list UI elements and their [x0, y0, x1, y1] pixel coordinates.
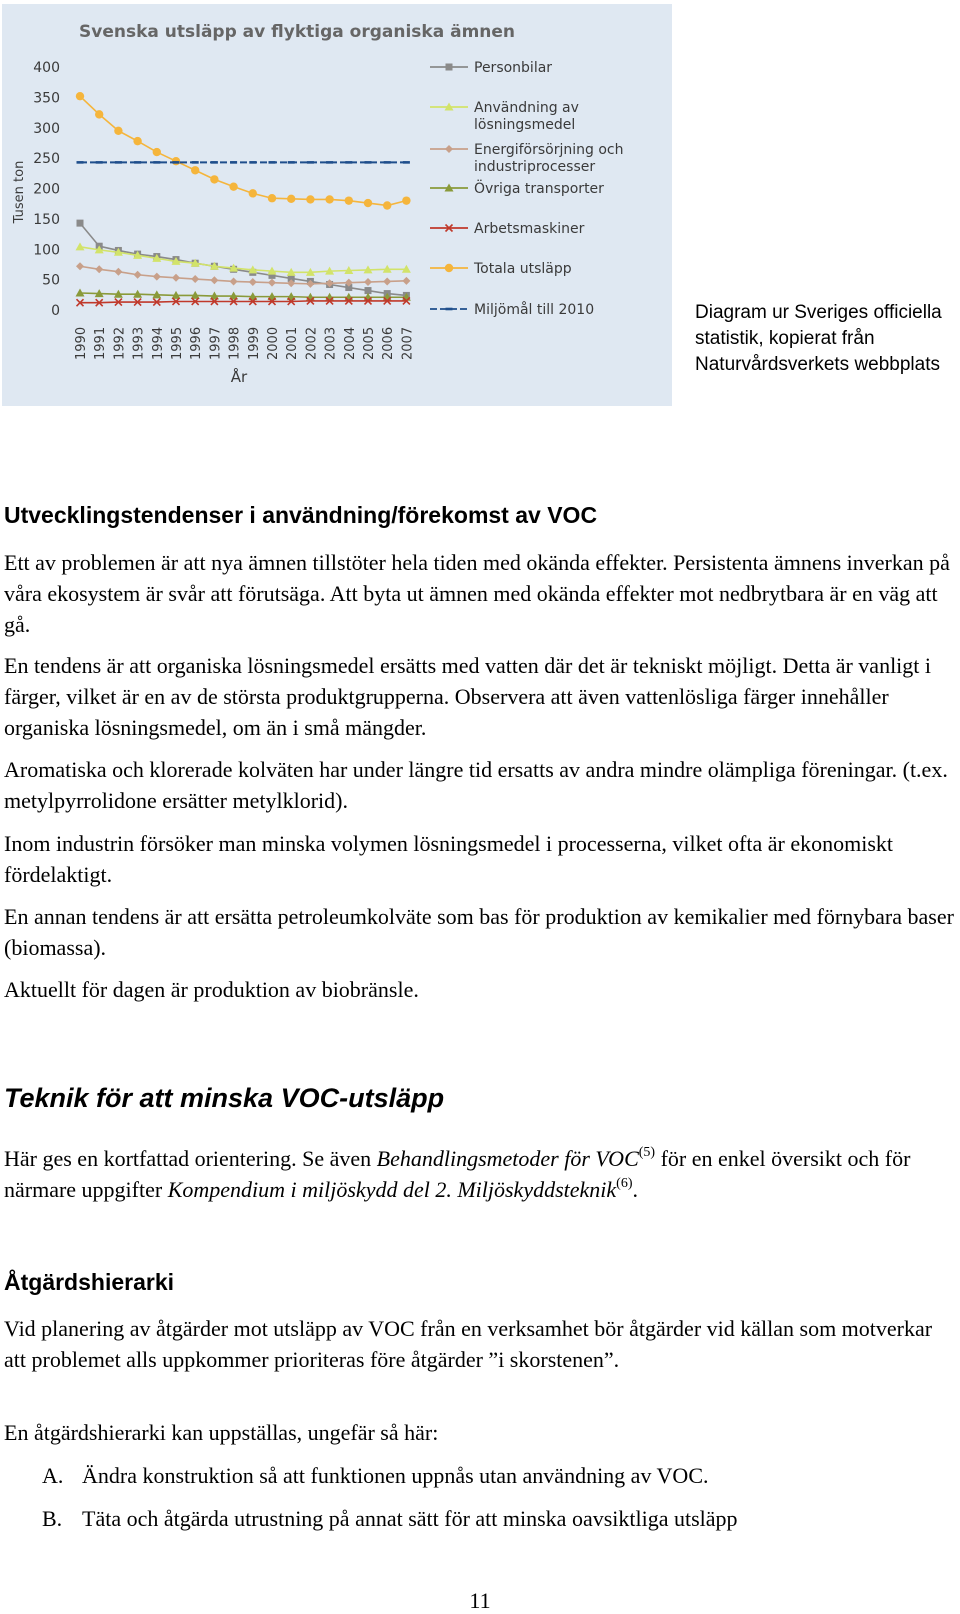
- reference-kompendium: Kompendium i miljöskydd del 2. Miljöskyddsteknik: [167, 1177, 617, 1202]
- chart-svg: [2, 4, 672, 406]
- data-point: [345, 161, 352, 164]
- x-tick-label: 2005: [362, 326, 377, 360]
- data-point: [287, 195, 295, 203]
- data-point: [325, 195, 333, 203]
- data-point: [134, 161, 141, 164]
- data-point: [95, 265, 103, 273]
- data-point: [402, 196, 410, 204]
- legend-label: Övriga transporter: [474, 181, 604, 197]
- list-item-text: Ändra konstruktion så att funktionen uppnås utan användning av VOC.: [82, 1463, 709, 1488]
- legend-swatch-marker: [445, 264, 453, 272]
- data-point: [365, 161, 372, 164]
- data-point: [210, 175, 218, 183]
- x-tick-label: 2003: [323, 326, 339, 360]
- series-line-6: [80, 96, 406, 205]
- x-tick-label: 2004: [342, 326, 358, 360]
- legend-label: Miljömål till 2010: [474, 302, 595, 318]
- data-point: [384, 161, 391, 164]
- data-point: [268, 194, 276, 202]
- list-item: [42, 1503, 942, 1534]
- legend-label: Arbetsmaskiner: [474, 221, 585, 237]
- data-point: [153, 148, 161, 156]
- series-line-4: [80, 293, 406, 297]
- x-tick-label: 2002: [304, 326, 320, 360]
- page-number: 11: [469, 1588, 491, 1613]
- chart-caption: Diagram ur Sveriges officiella statistik, kopierat från Naturvårdsverkets webbplats: [695, 302, 942, 375]
- heading-atgardshierarki: Åtgärdshierarki: [4, 1269, 175, 1295]
- data-point: [230, 161, 237, 164]
- y-tick-label: 0: [51, 303, 60, 319]
- data-point: [114, 127, 122, 135]
- data-point: [210, 276, 218, 284]
- legend-swatch-marker: [445, 145, 453, 153]
- legend-label: Användning av lösningsmedel: [474, 100, 579, 133]
- data-point: [211, 161, 218, 164]
- x-tick-label: 1996: [189, 326, 205, 360]
- data-point: [153, 273, 161, 281]
- paragraph-atgard-2: En åtgärdshierarki kan uppställas, ungefär så här:: [4, 1420, 439, 1445]
- y-tick-label: 350: [33, 90, 60, 107]
- series-line-5: [80, 301, 406, 303]
- x-tick-label: 1995: [170, 326, 185, 360]
- legend-swatch-marker: [446, 308, 453, 311]
- data-point: [172, 274, 180, 282]
- data-point: [383, 277, 391, 285]
- data-point: [345, 196, 353, 204]
- data-point: [269, 161, 276, 164]
- teknik-text-a: Här ges en kortfattad orientering. Se även: [4, 1146, 377, 1171]
- paragraph-1: Ett av problemen är att nya ämnen tillstöter hela tiden med okända effekter. Persistenta ämnens inverkan på våra ekosystem är svår att förutsäga. Att byta ut ämnen med okända effekter mot nedbrytbara är en väg att gå.: [4, 550, 950, 637]
- y-tick-label: 100: [33, 242, 60, 259]
- y-tick-label: 50: [42, 272, 60, 289]
- x-tick-label: 1999: [246, 326, 262, 360]
- heading-utvecklingstendenser: Utvecklingstendenser i användning/förekomst av VOC: [4, 502, 598, 528]
- data-point: [115, 161, 122, 164]
- paragraph-5: En annan tendens är att ersätta petroleumkolväte som bas för produktion av kemikalier med förnybara baser (biomassa).: [4, 904, 954, 960]
- x-tick-label: 1992: [112, 326, 128, 360]
- legend-swatch-marker: [446, 64, 453, 71]
- y-tick-label: 400: [33, 60, 60, 76]
- x-tick-label: 1998: [227, 326, 243, 360]
- voc-emissions-chart: [2, 4, 672, 406]
- data-point: [364, 199, 372, 207]
- y-axis-label: Tusen ton: [12, 160, 27, 224]
- data-point: [77, 220, 84, 227]
- x-tick-label: 1994: [150, 326, 166, 360]
- x-tick-label: 1997: [208, 326, 224, 360]
- x-tick-label: 1990: [74, 326, 89, 360]
- y-tick-label: 250: [33, 151, 60, 168]
- data-point: [307, 161, 314, 164]
- data-point: [249, 189, 257, 197]
- paragraph-6: Aktuellt för dagen är produktion av biobränsle.: [4, 977, 419, 1002]
- data-point: [403, 161, 410, 164]
- series-line-1: [80, 223, 406, 295]
- list-marker: B.: [42, 1506, 63, 1531]
- data-point: [173, 161, 180, 164]
- legend-label: Totala utsläpp: [474, 261, 572, 277]
- data-point: [268, 279, 276, 287]
- data-point: [192, 161, 199, 164]
- legend-label: Energiförsörjning och industriprocesser: [474, 142, 624, 175]
- paragraph-4: Inom industrin försöker man minska volymen lösningsmedel i processerna, vilket ofta är ekonomiskt fördelaktigt.: [4, 831, 893, 887]
- data-point: [77, 161, 84, 164]
- footnote-ref-6: (6): [616, 1176, 633, 1191]
- data-point: [114, 268, 122, 276]
- paragraph-3: Aromatiska och klorerade kolväten har under längre tid ersatts av andra mindre olämpliga föreningar. (t.ex. metylpyrrolidone ersätter metylklorid).: [4, 757, 948, 813]
- data-point: [96, 161, 103, 164]
- data-point: [191, 275, 199, 283]
- x-tick-label: 2007: [400, 326, 416, 360]
- x-tick-label: 2001: [285, 326, 301, 360]
- data-point: [249, 278, 257, 286]
- x-tick-label: 2006: [381, 326, 397, 360]
- x-tick-label: 2000: [266, 326, 281, 360]
- paragraph-atgard-1: Vid planering av åtgärder mot utsläpp av VOC från en verksamhet bör åtgärder vid källan som motverkar att problemet alls uppkommer prioriteras före åtgärder ”i skorstenen”.: [4, 1316, 933, 1372]
- chart-title: Svenska utsläpp av flyktiga organiska ämnen: [79, 22, 516, 42]
- series-line-2: [80, 247, 406, 273]
- legend-label: Personbilar: [474, 60, 553, 76]
- data-point: [191, 166, 199, 174]
- x-axis-label: År: [230, 368, 248, 386]
- data-point: [95, 110, 103, 118]
- x-tick-label: 1991: [93, 326, 109, 360]
- data-point: [76, 262, 84, 270]
- footnote-ref-5: (5): [638, 1145, 656, 1160]
- x-tick-label: 1993: [131, 326, 147, 360]
- data-point: [306, 195, 314, 203]
- data-point: [288, 161, 295, 164]
- data-point: [76, 242, 85, 250]
- data-point: [76, 92, 84, 100]
- y-tick-label: 200: [33, 181, 60, 198]
- data-point: [229, 182, 237, 190]
- data-point: [134, 271, 142, 279]
- list-item: [42, 1460, 942, 1491]
- reference-behandlingsmetoder: Behandlingsmetoder för VOC: [376, 1146, 639, 1171]
- list-marker: A.: [42, 1463, 64, 1488]
- data-point: [364, 278, 372, 286]
- data-point: [402, 277, 410, 285]
- data-point: [230, 277, 238, 285]
- teknik-text-c: .: [632, 1177, 638, 1202]
- y-tick-label: 300: [33, 120, 60, 137]
- paragraph-teknik: [4, 1143, 954, 1205]
- heading-teknik: Teknik för att minska VOC-utsläpp: [4, 1083, 445, 1113]
- list-item-text: Täta och åtgärda utrustning på annat sätt för att minska oavsiktliga utsläpp: [82, 1506, 738, 1531]
- data-point: [326, 161, 333, 164]
- teknik-text-b: för en enkel översikt och för närmare uppgifter: [4, 1146, 911, 1202]
- paragraph-2: En tendens är att organiska lösningsmedel ersätts med vatten där det är tekniskt möjligt. Detta är vanligt i färger, vilket är en av de största produktgrupperna. Observera att även vattenlösliga färger innehåller organiska lösningsmedel, om än i små mängder.: [4, 653, 932, 740]
- y-tick-label: 150: [33, 211, 60, 228]
- data-point: [383, 201, 391, 209]
- data-point: [133, 137, 141, 145]
- data-point: [153, 161, 160, 164]
- data-point: [249, 161, 256, 164]
